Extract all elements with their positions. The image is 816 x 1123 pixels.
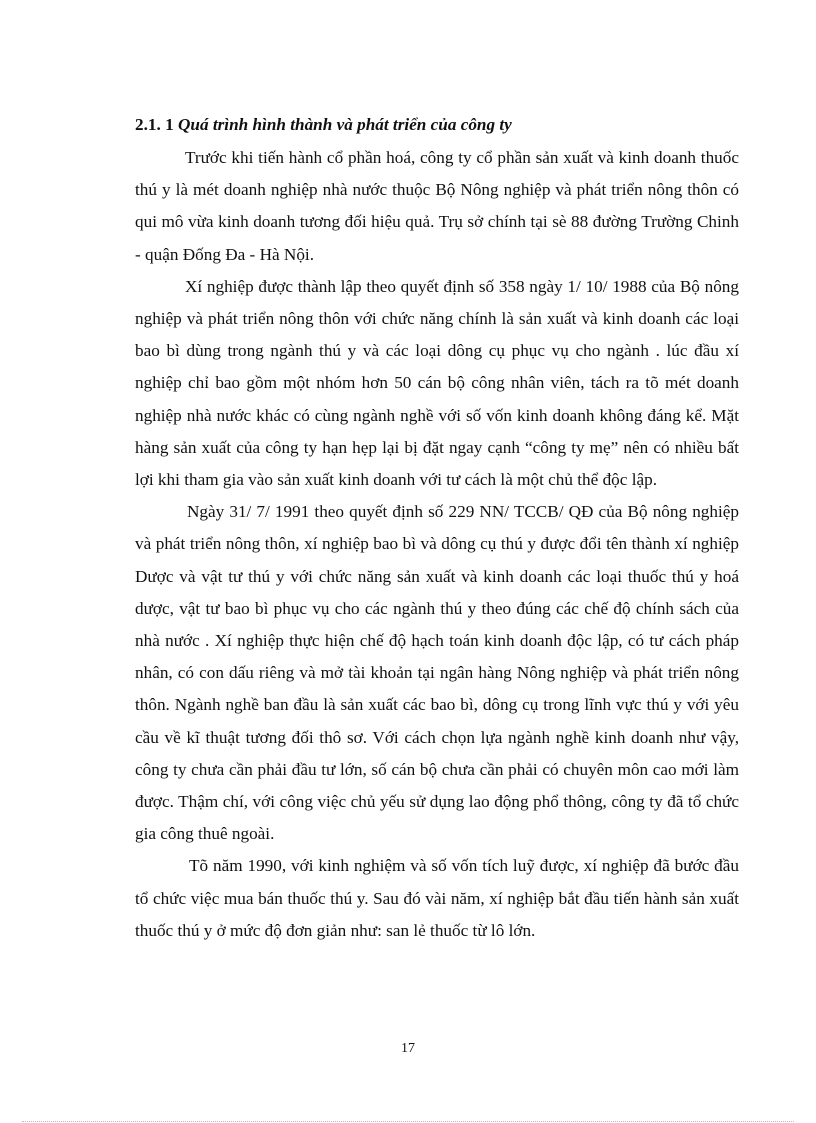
page-content bbox=[135, 112, 739, 947]
paragraph-1: Trước khi tiến hành cổ phần hoá, công ty cổ phần sản xuất và kinh doanh thuốc thú y là mét doanh nghiệp nhà nước thuộc Bộ Nông nghiệp và phát triển nông thôn có qui mô vừa kinh doanh tương đối hiệu quả. Trụ sở chính tại sè 88 đường Trường Chinh - quận Đống Đa - Hà Nội. bbox=[135, 148, 739, 264]
section-number: 2.1. 1 bbox=[135, 115, 174, 134]
paragraph-2: Xí nghiệp được thành lập theo quyết định số 358 ngày 1/ 10/ 1988 của Bộ nông nghiệp và phát triển nông thôn với chức năng chính là sản xuất và kinh doanh các loại bao bì dùng trong ngành thú y và các loại dông cụ phục vụ cho ngành . lúc đầu xí nghiệp chỉ bao gồm một nhóm hơn 50 cán bộ công nhân viên, tách ra tõ mét doanh nghiệp nhà nước khác có cùng ngành nghề với số vốn kinh doanh không đáng kể. Mặt hàng sản xuất của công ty hạn hẹp lại bị đặt ngay cạnh “công ty mẹ” nên có nhiều bất lợi khi tham gia vào sản xuất kinh doanh với tư cách là một chủ thể độc lập. bbox=[135, 276, 739, 490]
section-title: Quá trình hình thành và phát triển của công ty bbox=[177, 115, 512, 134]
paragraph-3: Ngày 31/ 7/ 1991 theo quyết định số 229 NN/ TCCB/ QĐ của Bộ nông nghiệp và phát triển nông thôn, xí nghiệp bao bì và dông cụ thú y được đổi tên thành xí nghiệp Dược và vật tư thú y với chức năng sản xuất và kinh doanh các loại thuốc thú y hoá dược, vật tư bao bì phục vụ cho các ngành thú y theo đúng các chế độ chính sách của nhà nước . Xí nghiệp thực hiện chế độ hạch toán kinh doanh độc lập, có tư cách pháp nhân, có con dấu riêng và mở tài khoản tại ngân hàng Nông nghiệp và phát triển nông thôn. Ngành nghề ban đầu là sản xuất các bao bì, dông cụ trong lĩnh vực thú y với yêu cầu về kĩ thuật tương đối thô sơ. Với cách chọn lựa ngành nghề kinh doanh như vậy, công ty chưa cần phải đầu tư lớn, số cán bộ chưa cần phải có chuyên môn cao mới làm được. Thậm chí, với công việc chủ yếu sử dụng lao động phổ thông, công ty đã tổ chức gia công thuê ngoài. bbox=[135, 502, 739, 844]
page-number: 17 bbox=[401, 1041, 415, 1056]
section-heading bbox=[135, 112, 739, 138]
paragraph-4: Tõ năm 1990, với kinh nghiệm và số vốn tích luỹ được, xí nghiệp đã bước đầu tổ chức việc mua bán thuốc thú y. Sau đó vài năm, xí nghiệp bắt đầu tiến hành sản xuất thuốc thú y ở mức độ đơn giản như: san lẻ thuốc từ lô lớn. bbox=[135, 856, 739, 940]
page-bottom-rule bbox=[22, 1121, 794, 1122]
